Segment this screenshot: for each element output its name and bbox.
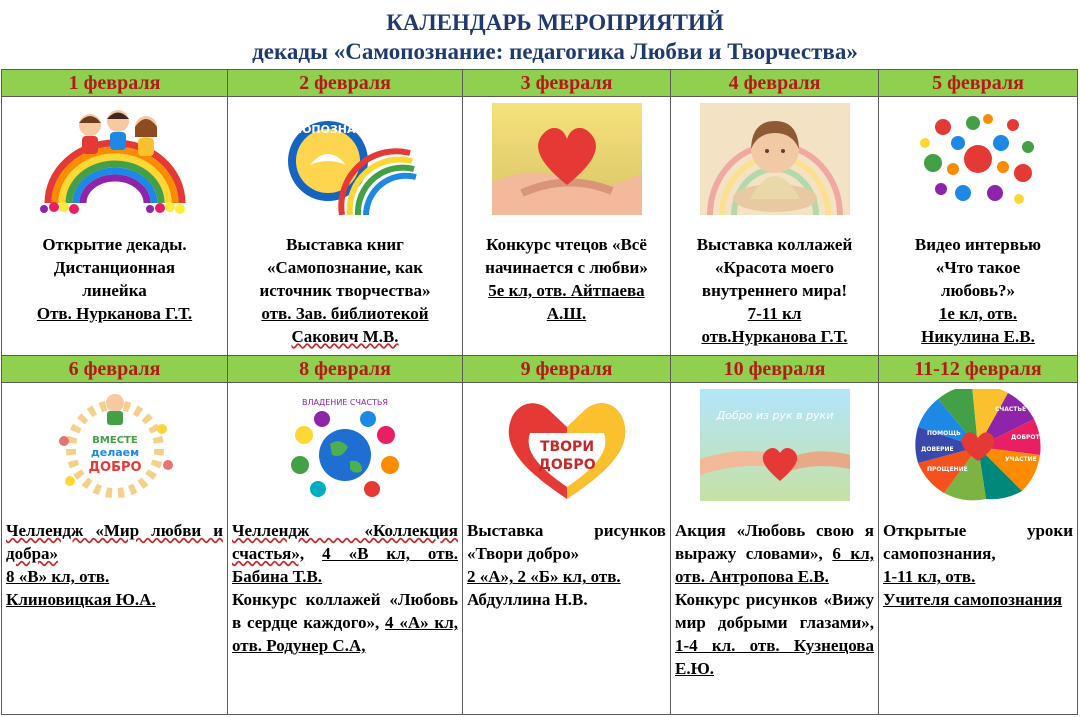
event-text (879, 519, 1077, 611)
event-cell (879, 97, 1078, 356)
event-text (671, 519, 878, 680)
responsible-person: отв.Нурканова Г.Т. (701, 327, 848, 347)
picture-caption: ВЛАДЕНИЕ СЧАСТЬЯ (302, 398, 388, 408)
responsible-person: Учителя самопознания (883, 590, 1063, 610)
date-cell: 10 февраля (671, 356, 879, 383)
date-cell: 11-12 февраля (879, 356, 1078, 383)
events-calendar-table (1, 69, 1078, 715)
tvori-dobro-image (492, 389, 642, 501)
picture-caption: ДОВЕРИЕ (921, 446, 954, 454)
picture-caption: ТВОРИ (539, 439, 594, 456)
responsible-person: Отв. Нурканова Г.Т. (36, 304, 193, 324)
picture-caption: ДОБРО (537, 457, 596, 474)
event-cell (2, 97, 228, 356)
picture-caption: ВМЕСТЕ (91, 435, 138, 447)
event-line: Видео интервью (914, 235, 1042, 255)
dates-row-2 (2, 356, 1078, 383)
event-line: начинается с любви» (485, 258, 648, 278)
event-cell (2, 383, 228, 715)
kids-rainbow-image (40, 103, 190, 215)
event-text (228, 519, 462, 657)
event-line: Конкурс коллажей «Любовь в сердце каждого», (232, 590, 458, 633)
event-cell (228, 383, 463, 715)
picture-caption: СЧАСТЬЕ (995, 406, 1027, 414)
date-cell: 4 февраля (671, 70, 879, 97)
heart-in-hands-image (492, 103, 642, 215)
event-line: линейка (82, 281, 147, 301)
event-text (228, 233, 462, 348)
responsible-person: Клиновицкая Ю.А. (6, 590, 156, 610)
event-cell (228, 97, 463, 356)
date-cell: 6 февраля (2, 356, 228, 383)
event-text (2, 233, 227, 325)
events-row-2 (2, 383, 1078, 715)
responsible-person: 4 «А» кл, отв. Родунер С.А, (232, 613, 458, 656)
picture-caption: ПРОЩЕНИЕ (927, 466, 968, 474)
event-line: Конкурс рисунков «Вижу мир добрыми глазами», (675, 590, 874, 633)
event-cell (463, 383, 671, 715)
event-line: Выставка коллажей (696, 235, 853, 255)
date-cell: 5 февраля (879, 70, 1078, 97)
responsible-person: Абдуллина Н.В. (467, 590, 588, 610)
responsible-person: отв. Зав. библиотекой (261, 304, 429, 324)
event-text (2, 519, 227, 611)
event-line: Дистанционная (53, 258, 176, 278)
event-text (879, 233, 1077, 348)
page-title (0, 8, 1080, 66)
event-line: Акция «Любовь свою я выражу словами», (675, 521, 874, 564)
event-line: Выставка книг (286, 235, 404, 255)
picture-caption: ДОБРО (87, 460, 142, 476)
responsible-person: Никулина Е.В. (921, 327, 1035, 347)
responsible-person: 4 «В кл, отв. Бабина Т.В. (232, 544, 458, 587)
event-line: внутреннего мира! (701, 281, 848, 301)
heart-petals-values-image (903, 389, 1053, 501)
event-line: Выставка рисунков «Твори добро» (467, 521, 666, 564)
picture-caption: ДОБРОТА (1011, 434, 1045, 442)
heart-hands-kindness-image (700, 389, 850, 501)
event-line: любовь?» (940, 281, 1016, 301)
picture-caption: САМОПОЗНАНИЕ (274, 123, 382, 137)
responsible-person: 5е кл, отв. Айтпаева (488, 281, 645, 301)
responsible-person: 6 кл, отв. Антропова Е.В. (675, 544, 875, 587)
event-text (463, 519, 670, 611)
globe-smileys-image (270, 389, 420, 501)
responsible-person: 2 «А», 2 «Б» кл, отв. (467, 567, 621, 587)
people-icons-heart-image (903, 103, 1053, 215)
event-cell (671, 97, 879, 356)
responsible-person: 1-4 кл. отв. Кузнецова Е.Ю. (675, 636, 874, 679)
event-cell (879, 383, 1078, 715)
date-cell: 2 февраля (228, 70, 463, 97)
event-cell (671, 383, 879, 715)
responsible-person: 1е кл, отв. (938, 304, 1018, 324)
event-line: Открытие декады. (42, 235, 187, 255)
event-line: «Самопознание, как (266, 258, 424, 278)
date-cell: 1 февраля (2, 70, 228, 97)
meditating-doll-image (700, 103, 850, 215)
event-line: Конкурс чтецов «Всё (486, 235, 647, 255)
picture-caption: УЧАСТИЕ (1005, 456, 1037, 464)
event-line: «Что такое (935, 258, 1021, 278)
responsible-person: 1-11 кл, отв. (883, 567, 976, 587)
responsible-person: 8 «В» кл, отв. (6, 567, 110, 587)
date-cell: 8 февраля (228, 356, 463, 383)
event-line: Открытые уроки самопознания, (883, 521, 1073, 564)
picture-caption: ПОМОЩЬ (927, 430, 961, 438)
picture-caption: делаем (90, 446, 139, 460)
event-line: Челлендж «Коллекция счастья», (232, 521, 458, 564)
vmeste-delaem-dobro-image (40, 389, 190, 501)
events-row-1 (2, 97, 1078, 356)
event-line: Челлендж «Мир любви и добра» (6, 521, 223, 564)
title-line-1: КАЛЕНДАРЬ МЕРОПРИЯТИЙ (386, 10, 724, 35)
date-cell: 3 февраля (463, 70, 671, 97)
event-line: «Красота моего (714, 258, 835, 278)
picture-caption: Добро из рук в руки (716, 409, 833, 423)
samopoznanie-logo-image (270, 103, 420, 215)
event-line: источник творчества» (259, 281, 431, 301)
event-text (671, 233, 878, 348)
dates-row-1 (2, 70, 1078, 97)
event-text (463, 233, 670, 325)
responsible-person: 7-11 кл (747, 304, 802, 324)
responsible-person: А.Ш. (546, 304, 587, 324)
event-cell (463, 97, 671, 356)
title-line-2: декады «Самопознание: педагогика Любви и Творчества» (252, 39, 858, 64)
date-cell: 9 февраля (463, 356, 671, 383)
responsible-person: Сакович М.В. (291, 327, 399, 347)
